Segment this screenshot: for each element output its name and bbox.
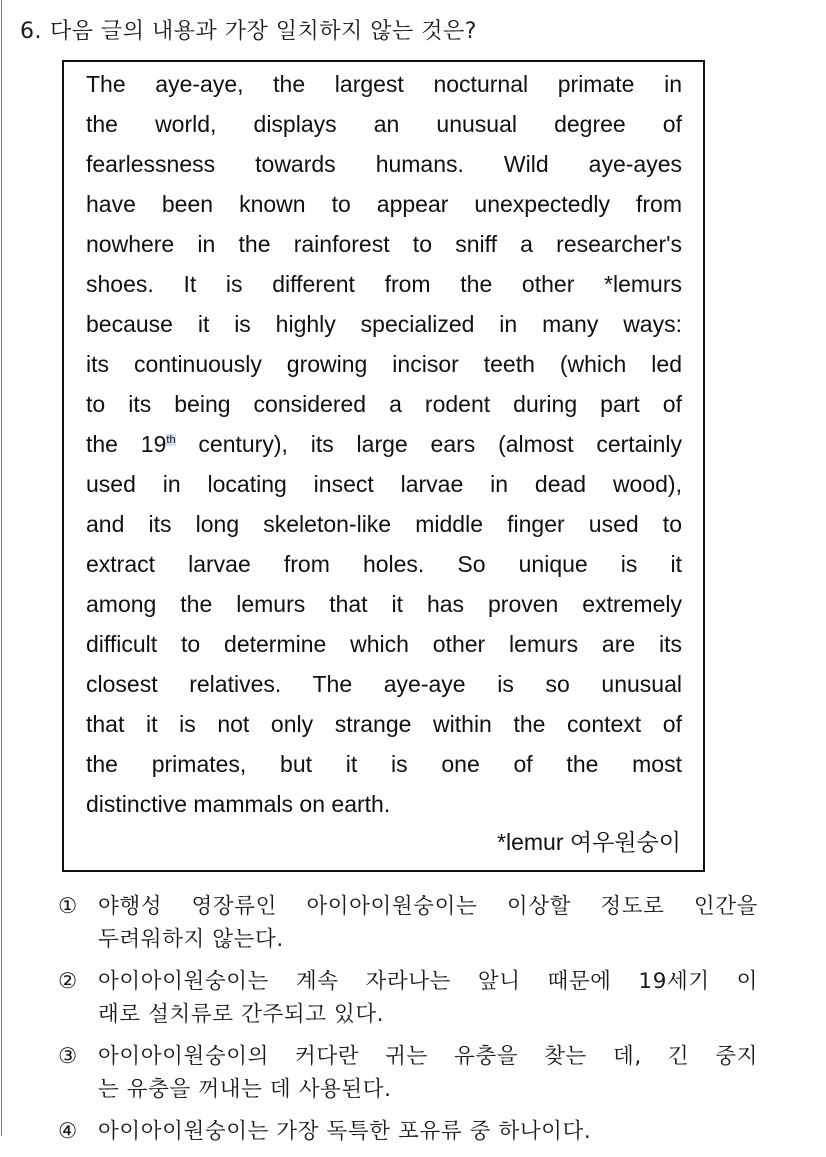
choice-marker: ④ [58,1119,78,1144]
passage-line: and its long skeleton-like middle finger used to [86,511,682,537]
choice-4[interactable] [58,1115,768,1148]
passage-line: used in locating insect larvae in dead wood), [86,471,682,497]
passage-line: difficult to determine which other lemurs are its [86,631,682,657]
passage-line: because it is highly specialized in many ways: [86,311,682,337]
passage-line: shoes. It is different from the other *lemurs [86,271,682,297]
choice-text: 는 유충을 꺼내는 데 사용된다. [98,1077,392,1102]
vocabulary-footnote: *lemur 여우원숭이 [497,829,681,855]
ordinal-superscript: th [166,434,176,446]
choice-text: 아이아이원숭이는 가장 독특한 포유류 중 하나이다. [98,1119,592,1144]
choice-text: 야행성 영장류인 아이아이원숭이는 이상할 정도로 인간을 [98,894,758,919]
choice-text: 아이아이원숭이는 계속 자라나는 앞니 때문에 19세기 이 [98,969,758,994]
choice-3[interactable] [58,1040,768,1106]
choice-text: 아이아이원숭이의 커다란 귀는 유충을 찾는 데, 긴 중지 [98,1044,758,1069]
choice-2[interactable] [58,965,768,1031]
passage-line [86,424,682,464]
passage-line: fearlessness towards humans. Wild aye-ayes [86,151,682,177]
page-left-edge [1,0,2,1136]
passage-text: the 19 [86,431,167,457]
choice-marker: ③ [58,1044,78,1069]
passage-box [62,60,705,872]
passage-line: among the lemurs that it has proven extremely [86,591,682,617]
choice-marker: ① [58,894,78,919]
choice-1[interactable] [58,890,768,956]
choice-text: 래로 설치류로 간주되고 있다. [98,1002,385,1027]
passage-line: closest relatives. The aye-aye is so unusual [86,671,682,697]
passage-line: to its being considered a rodent during part of [86,391,682,417]
passage-line: distinctive mammals on earth. [86,791,391,817]
answer-choices [58,890,768,1157]
passage-line: The aye-aye, the largest nocturnal primate in [86,71,682,97]
passage-line: its continuously growing incisor teeth (which led [86,351,682,377]
passage-line: nowhere in the rainforest to sniff a researcher's [86,231,682,257]
passage-line: extract larvae from holes. So unique is it [86,551,682,577]
question-heading [20,14,477,45]
passage-line: that it is not only strange within the context of [86,711,682,737]
passage-line: the world, displays an unusual degree of [86,111,682,137]
passage-line: have been known to appear unexpectedly from [86,191,682,217]
choice-text: 두려워하지 않는다. [98,927,284,952]
passage-text: century), its large ears (almost certainly [175,431,682,457]
passage-line: the primates, but it is one of the most [86,751,682,777]
question-number: 6. [20,19,42,44]
choice-marker: ② [58,969,78,994]
question-prompt: 다음 글의 내용과 가장 일치하지 않는 것은? [50,19,477,44]
